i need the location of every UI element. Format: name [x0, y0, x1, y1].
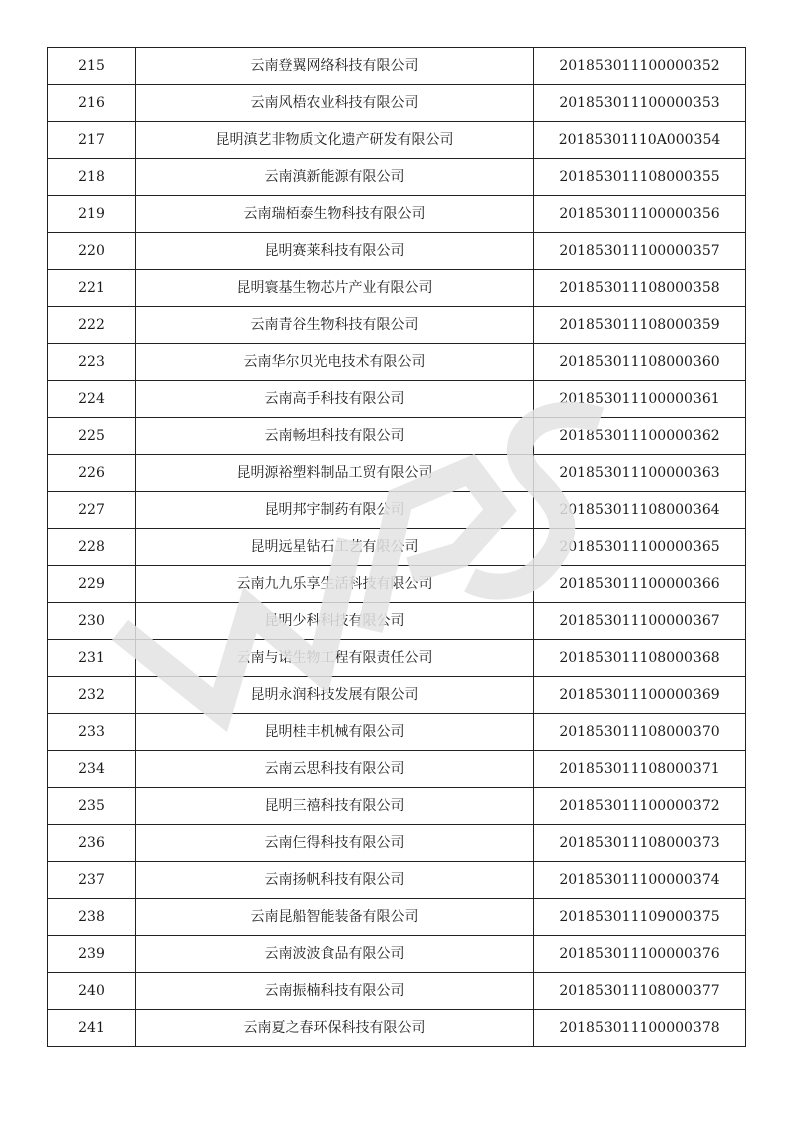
registration-code-cell: 201853011100000361 [534, 381, 746, 418]
registration-code-cell: 201853011108000360 [534, 344, 746, 381]
table-row [48, 714, 746, 751]
company-name-cell: 云南九九乐享生活科技有限公司 [136, 566, 534, 603]
table-row [48, 492, 746, 529]
row-number-cell: 241 [48, 1010, 136, 1047]
company-name-cell: 云南与诺生物工程有限责任公司 [136, 640, 534, 677]
row-number-cell: 220 [48, 233, 136, 270]
table-row [48, 48, 746, 85]
company-name-cell: 云南青谷生物科技有限公司 [136, 307, 534, 344]
registration-code-cell: 201853011100000363 [534, 455, 746, 492]
row-number-cell: 229 [48, 566, 136, 603]
table-row [48, 751, 746, 788]
company-name-cell: 昆明三禧科技有限公司 [136, 788, 534, 825]
company-registry-table [47, 47, 746, 1047]
registration-code-cell: 201853011100000376 [534, 936, 746, 973]
row-number-cell: 226 [48, 455, 136, 492]
table-row [48, 233, 746, 270]
registration-code-cell: 201853011109000375 [534, 899, 746, 936]
row-number-cell: 232 [48, 677, 136, 714]
row-number-cell: 227 [48, 492, 136, 529]
registration-code-cell: 201853011108000358 [534, 270, 746, 307]
table-row [48, 788, 746, 825]
table-row [48, 677, 746, 714]
row-number-cell: 216 [48, 85, 136, 122]
row-number-cell: 230 [48, 603, 136, 640]
registration-code-cell: 201853011100000378 [534, 1010, 746, 1047]
table-row [48, 85, 746, 122]
table-row [48, 307, 746, 344]
table-row [48, 381, 746, 418]
row-number-cell: 228 [48, 529, 136, 566]
registration-code-cell: 201853011100000365 [534, 529, 746, 566]
registration-code-cell: 20185301110A000354 [534, 122, 746, 159]
company-name-cell: 云南高手科技有限公司 [136, 381, 534, 418]
registration-code-cell: 201853011108000371 [534, 751, 746, 788]
registration-code-cell: 201853011108000368 [534, 640, 746, 677]
registration-code-cell: 201853011100000374 [534, 862, 746, 899]
row-number-cell: 219 [48, 196, 136, 233]
registry-table-body [48, 48, 746, 1047]
table-row [48, 825, 746, 862]
row-number-cell: 237 [48, 862, 136, 899]
registration-code-cell: 201853011108000377 [534, 973, 746, 1010]
company-name-cell: 云南风梧农业科技有限公司 [136, 85, 534, 122]
registration-code-cell: 201853011100000366 [534, 566, 746, 603]
company-name-cell: 昆明滇艺非物质文化遗产研发有限公司 [136, 122, 534, 159]
row-number-cell: 236 [48, 825, 136, 862]
row-number-cell: 239 [48, 936, 136, 973]
company-name-cell: 云南昆船智能装备有限公司 [136, 899, 534, 936]
table-row [48, 196, 746, 233]
row-number-cell: 235 [48, 788, 136, 825]
row-number-cell: 234 [48, 751, 136, 788]
table-row [48, 418, 746, 455]
registration-code-cell: 201853011100000362 [534, 418, 746, 455]
row-number-cell: 238 [48, 899, 136, 936]
row-number-cell: 224 [48, 381, 136, 418]
company-name-cell: 昆明少科科技有限公司 [136, 603, 534, 640]
table-row [48, 936, 746, 973]
table-row [48, 122, 746, 159]
company-name-cell: 云南登翼网络科技有限公司 [136, 48, 534, 85]
table-row [48, 973, 746, 1010]
company-name-cell: 云南滇新能源有限公司 [136, 159, 534, 196]
registration-code-cell: 201853011100000356 [534, 196, 746, 233]
company-name-cell: 云南扬帆科技有限公司 [136, 862, 534, 899]
row-number-cell: 223 [48, 344, 136, 381]
table-row [48, 566, 746, 603]
registration-code-cell: 201853011108000355 [534, 159, 746, 196]
table-row [48, 899, 746, 936]
registration-code-cell: 201853011100000353 [534, 85, 746, 122]
company-name-cell: 云南波波食品有限公司 [136, 936, 534, 973]
company-name-cell: 云南云思科技有限公司 [136, 751, 534, 788]
registration-code-cell: 201853011100000372 [534, 788, 746, 825]
row-number-cell: 218 [48, 159, 136, 196]
company-name-cell: 昆明源裕塑料制品工贸有限公司 [136, 455, 534, 492]
table-row [48, 1010, 746, 1047]
row-number-cell: 225 [48, 418, 136, 455]
company-name-cell: 昆明远星钻石工艺有限公司 [136, 529, 534, 566]
company-name-cell: 昆明桂丰机械有限公司 [136, 714, 534, 751]
table-row [48, 159, 746, 196]
row-number-cell: 240 [48, 973, 136, 1010]
row-number-cell: 221 [48, 270, 136, 307]
registration-code-cell: 201853011108000364 [534, 492, 746, 529]
company-name-cell: 昆明邦宇制药有限公司 [136, 492, 534, 529]
row-number-cell: 217 [48, 122, 136, 159]
table-row [48, 270, 746, 307]
company-name-cell: 云南华尔贝光电技术有限公司 [136, 344, 534, 381]
registration-code-cell: 201853011108000359 [534, 307, 746, 344]
company-name-cell: 昆明永润科技发展有限公司 [136, 677, 534, 714]
table-row [48, 344, 746, 381]
row-number-cell: 231 [48, 640, 136, 677]
table-row [48, 455, 746, 492]
registration-code-cell: 201853011100000367 [534, 603, 746, 640]
company-name-cell: 云南瑞栢泰生物科技有限公司 [136, 196, 534, 233]
row-number-cell: 222 [48, 307, 136, 344]
registration-code-cell: 201853011100000357 [534, 233, 746, 270]
company-name-cell: 云南仨得科技有限公司 [136, 825, 534, 862]
company-name-cell: 云南畅坦科技有限公司 [136, 418, 534, 455]
registration-code-cell: 201853011100000369 [534, 677, 746, 714]
row-number-cell: 233 [48, 714, 136, 751]
company-name-cell: 昆明赛莱科技有限公司 [136, 233, 534, 270]
table-row [48, 529, 746, 566]
table-row [48, 640, 746, 677]
table-row [48, 603, 746, 640]
company-name-cell: 云南夏之春环保科技有限公司 [136, 1010, 534, 1047]
company-name-cell: 云南振楠科技有限公司 [136, 973, 534, 1010]
registration-code-cell: 201853011100000352 [534, 48, 746, 85]
registration-code-cell: 201853011108000370 [534, 714, 746, 751]
table-row [48, 862, 746, 899]
company-name-cell: 昆明寰基生物芯片产业有限公司 [136, 270, 534, 307]
registration-code-cell: 201853011108000373 [534, 825, 746, 862]
row-number-cell: 215 [48, 48, 136, 85]
